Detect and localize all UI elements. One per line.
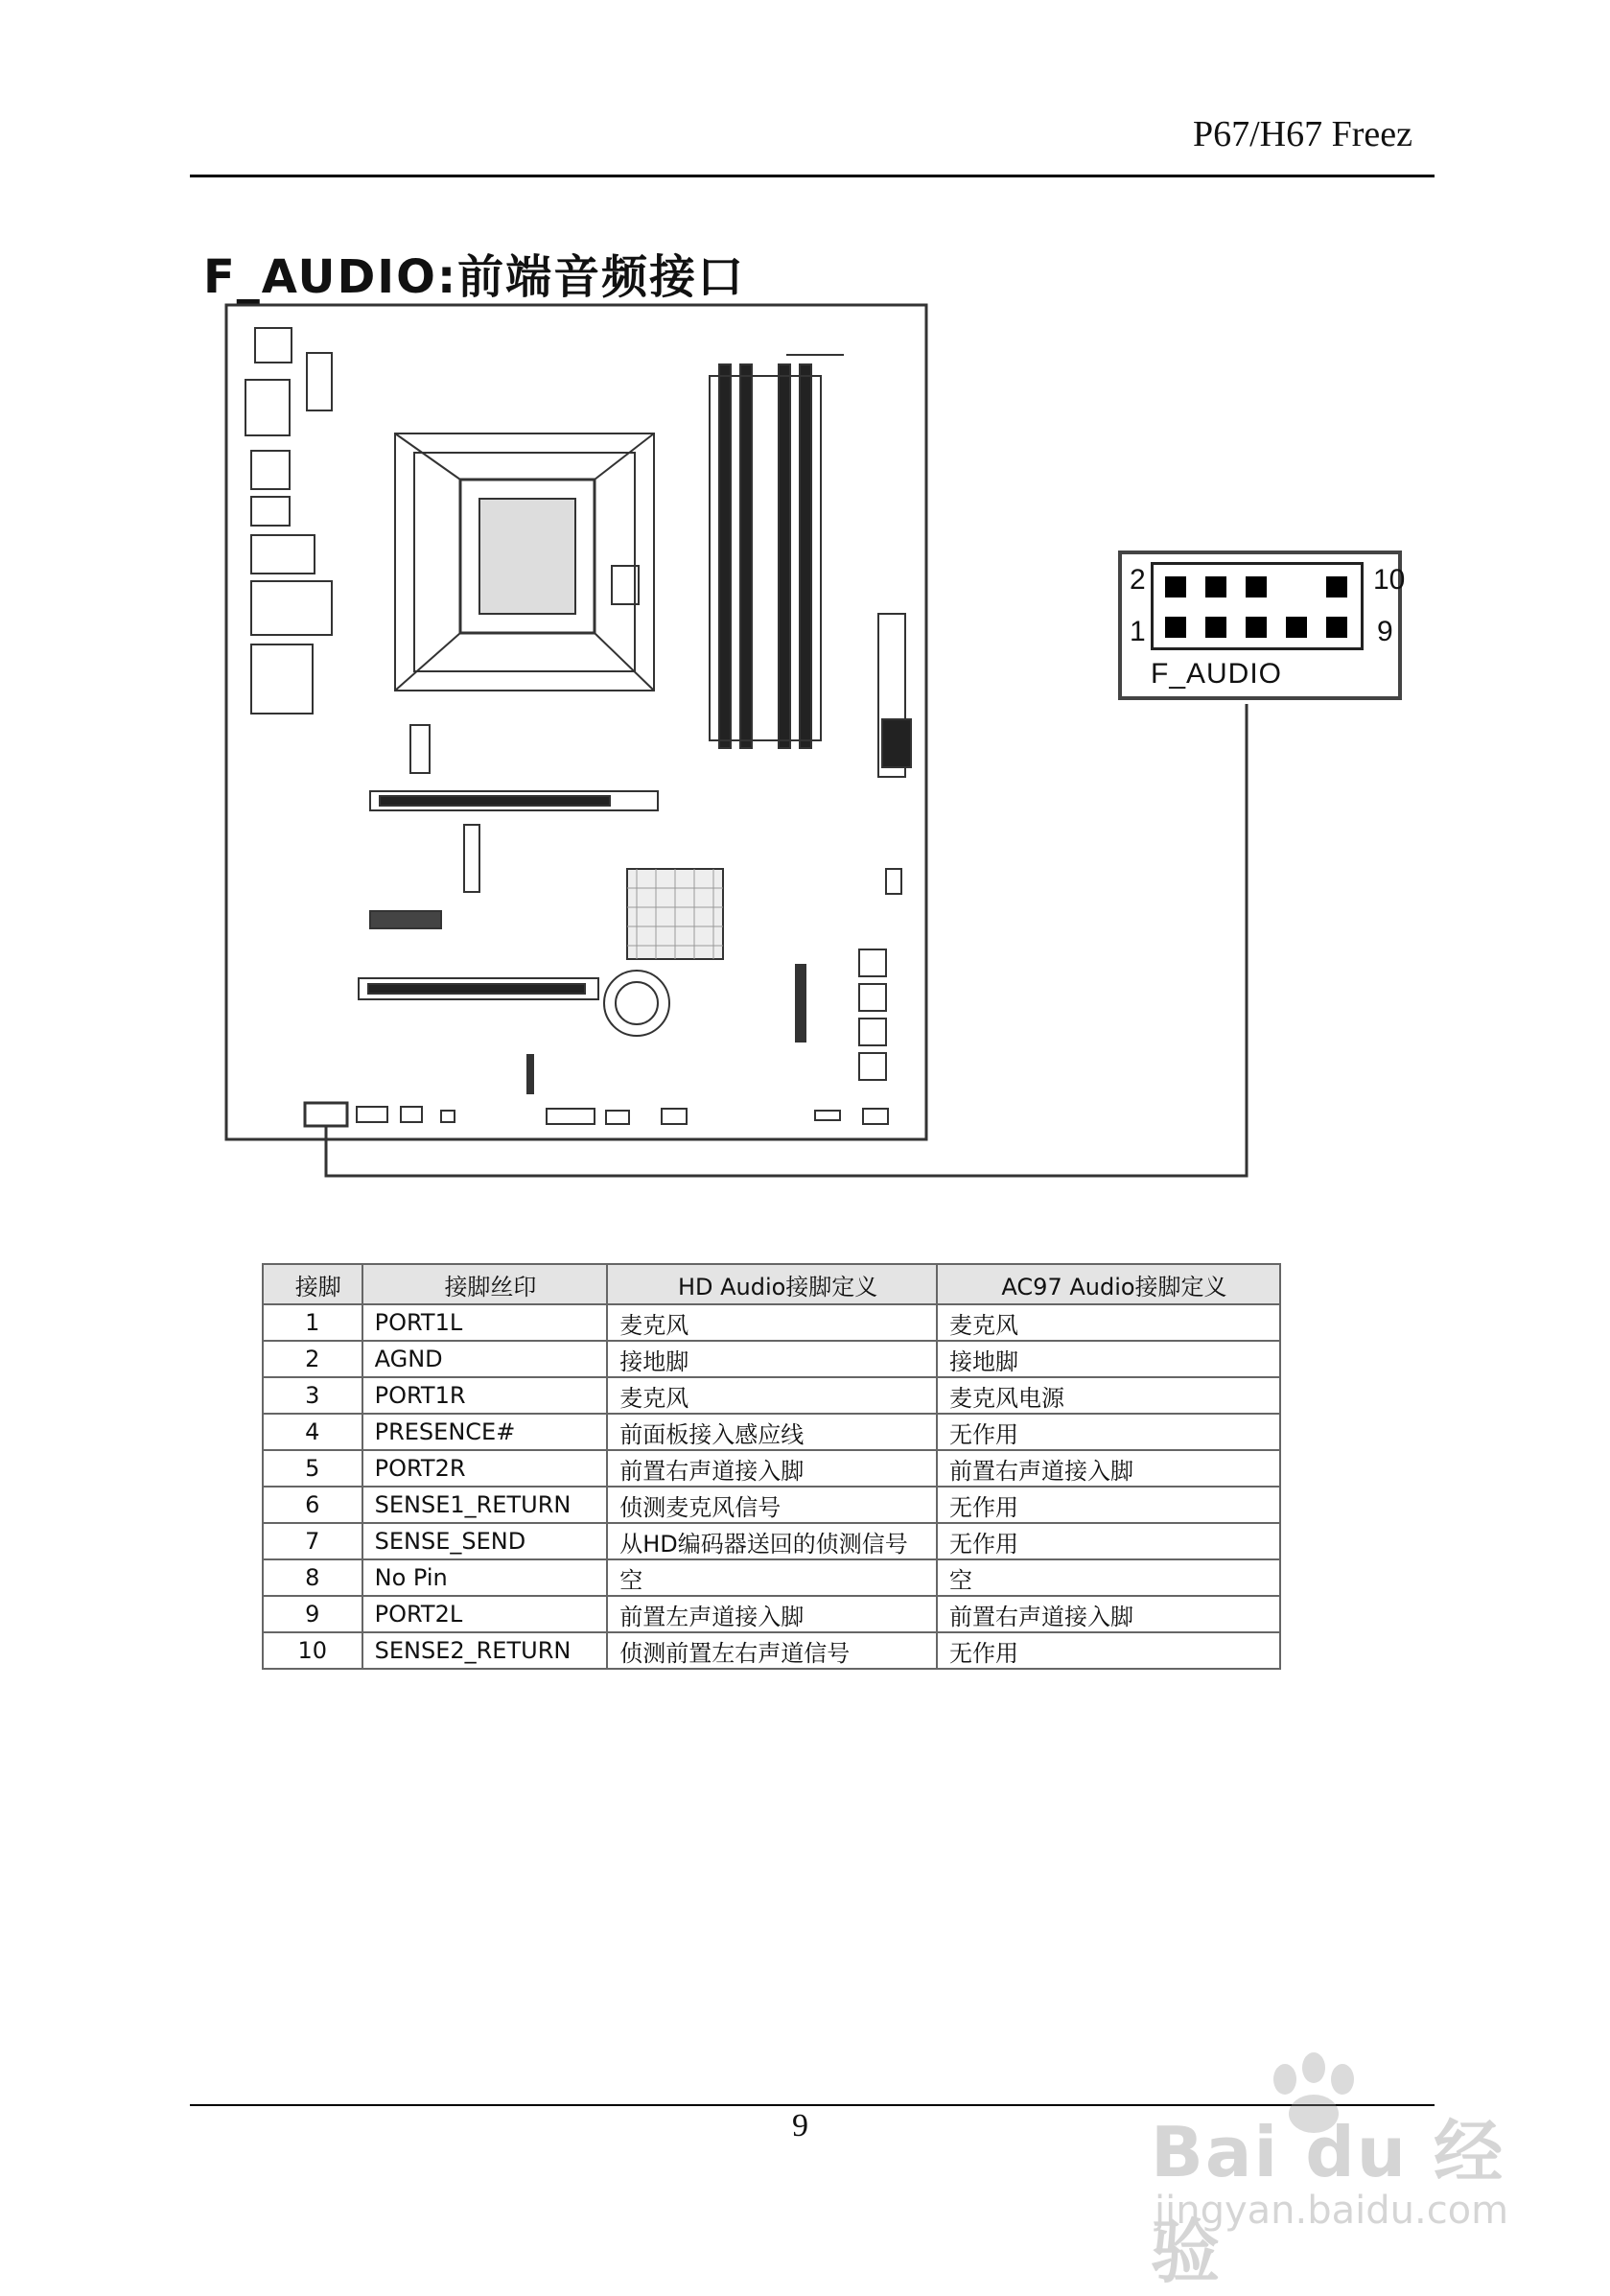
- table-row: [263, 1523, 1280, 1559]
- cell-silkscreen: No Pin: [362, 1559, 608, 1596]
- pin: [1165, 617, 1186, 638]
- table-row: [263, 1559, 1280, 1596]
- cell-hd: 从HD编码器送回的侦测信号: [607, 1523, 937, 1559]
- page-number: 9: [792, 2108, 808, 2144]
- table-row: [263, 1414, 1280, 1450]
- cell-ac97: 麦克风: [937, 1304, 1280, 1341]
- table-row: [263, 1596, 1280, 1632]
- header-hd-audio: HD Audio接脚定义: [607, 1264, 937, 1304]
- cell-silkscreen: PORT2L: [362, 1596, 608, 1632]
- cell-ac97: 无作用: [937, 1523, 1280, 1559]
- table-row: [263, 1632, 1280, 1669]
- cell-ac97: 前置右声道接入脚: [937, 1596, 1280, 1632]
- pin: [1326, 617, 1347, 638]
- pin-definition-table: [262, 1263, 1281, 1670]
- cell-hd: 侦测麦克风信号: [607, 1487, 937, 1523]
- cell-ac97: 前置右声道接入脚: [937, 1450, 1280, 1487]
- cell-hd: 前置左声道接入脚: [607, 1596, 937, 1632]
- cell-ac97: 麦克风电源: [937, 1377, 1280, 1414]
- cell-ac97: 接地脚: [937, 1341, 1280, 1377]
- table-row: [263, 1487, 1280, 1523]
- cell-silkscreen: PRESENCE#: [362, 1414, 608, 1450]
- cell-pin: 4: [263, 1414, 362, 1450]
- section-title: F_AUDIO:前端音频接口: [203, 250, 746, 304]
- cell-silkscreen: PORT1R: [362, 1377, 608, 1414]
- cell-hd: 接地脚: [607, 1341, 937, 1377]
- cell-pin: 1: [263, 1304, 362, 1341]
- cell-hd: 前面板接入感应线: [607, 1414, 937, 1450]
- connector-label: F_AUDIO: [1151, 658, 1283, 690]
- header-pin: 接脚: [263, 1264, 362, 1304]
- cell-pin: 2: [263, 1341, 362, 1377]
- table-row: [263, 1304, 1280, 1341]
- pin: [1246, 617, 1267, 638]
- leader-line: [326, 704, 1247, 1176]
- pin: [1205, 576, 1226, 597]
- header-ac97-audio: AC97 Audio接脚定义: [937, 1264, 1280, 1304]
- pin-number-9: 9: [1377, 616, 1393, 647]
- cell-silkscreen: PORT1L: [362, 1304, 608, 1341]
- pin-number-1: 1: [1130, 616, 1146, 647]
- pin: [1246, 576, 1267, 597]
- cell-silkscreen: SENSE_SEND: [362, 1523, 608, 1559]
- table-row: [263, 1341, 1280, 1377]
- pin: [1205, 617, 1226, 638]
- cell-pin: 8: [263, 1559, 362, 1596]
- table-header-row: [263, 1264, 1280, 1304]
- watermark-url: jingyan.baidu.com: [1155, 2189, 1509, 2233]
- cell-hd: 麦克风: [607, 1304, 937, 1341]
- baidu-watermark: [1141, 2050, 1553, 2292]
- header-text: P67/H67 Freez: [1192, 114, 1412, 154]
- watermark-main-text: Bai du 经验: [1151, 2112, 1505, 2292]
- cell-ac97: 无作用: [937, 1487, 1280, 1523]
- cell-pin: 3: [263, 1377, 362, 1414]
- cell-silkscreen: AGND: [362, 1341, 608, 1377]
- pin-number-10: 10: [1373, 564, 1406, 596]
- cell-ac97: 无作用: [937, 1632, 1280, 1669]
- f-audio-connector-diagram: [1118, 551, 1406, 700]
- cell-pin: 5: [263, 1450, 362, 1487]
- cell-pin: 9: [263, 1596, 362, 1632]
- pin-header-frame: [1151, 562, 1364, 650]
- pin: [1165, 576, 1186, 597]
- header-silkscreen: 接脚丝印: [362, 1264, 608, 1304]
- cell-pin: 7: [263, 1523, 362, 1559]
- cell-silkscreen: PORT2R: [362, 1450, 608, 1487]
- table-row: [263, 1450, 1280, 1487]
- cell-hd: 侦测前置左右声道信号: [607, 1632, 937, 1669]
- pin: [1286, 617, 1307, 638]
- pin-number-2: 2: [1130, 564, 1146, 596]
- cell-pin: 6: [263, 1487, 362, 1523]
- cell-hd: 空: [607, 1559, 937, 1596]
- cell-silkscreen: SENSE2_RETURN: [362, 1632, 608, 1669]
- cell-ac97: 空: [937, 1559, 1280, 1596]
- table-row: [263, 1377, 1280, 1414]
- cell-hd: 前置右声道接入脚: [607, 1450, 937, 1487]
- cell-silkscreen: SENSE1_RETURN: [362, 1487, 608, 1523]
- cell-pin: 10: [263, 1632, 362, 1669]
- pin: [1326, 576, 1347, 597]
- cell-hd: 麦克风: [607, 1377, 937, 1414]
- cell-ac97: 无作用: [937, 1414, 1280, 1450]
